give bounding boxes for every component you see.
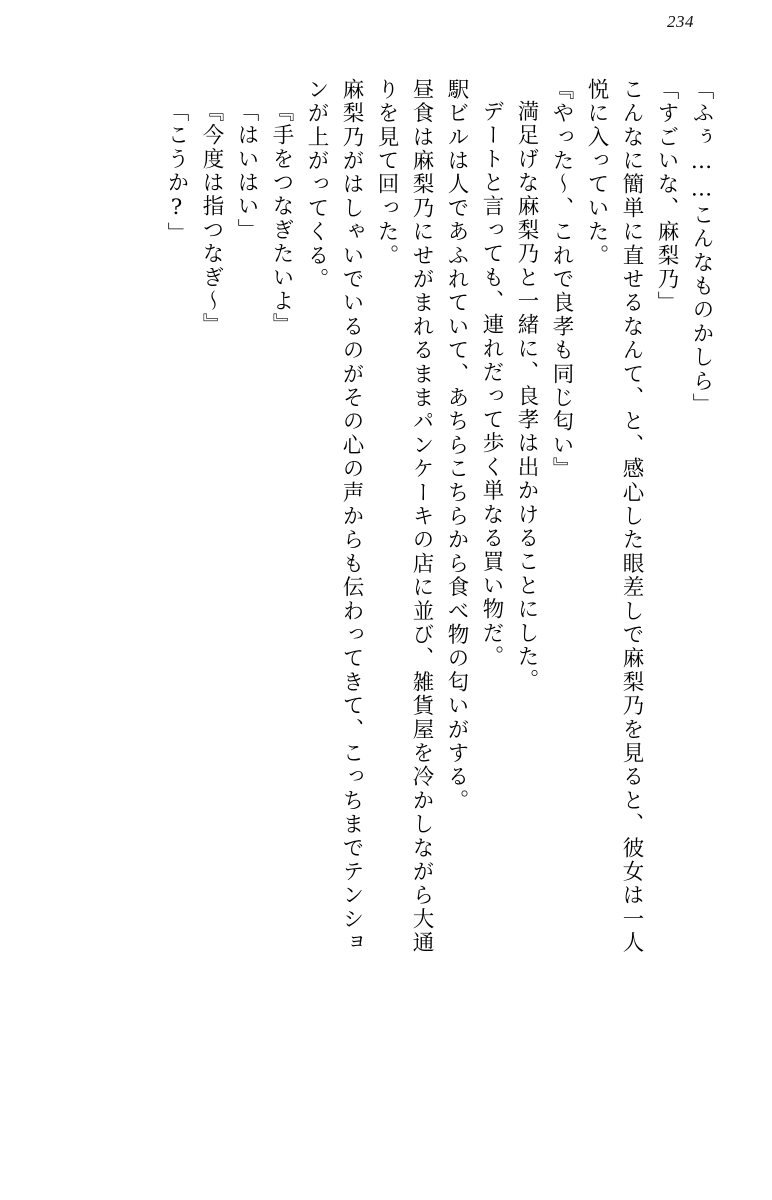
text-column: ンが上がってくる。: [304, 78, 329, 292]
page-number: 234: [667, 12, 694, 31]
text-column: デートと言っても、連れだって歩く単なる買い物だ。: [479, 100, 504, 669]
text-column: 「はいはい」: [234, 100, 259, 243]
text-column: りを見て回った。: [374, 78, 399, 268]
text-column: 『今度は指つなぎ～』: [199, 100, 224, 337]
text-column: 『やった～、これで良孝も同じ匂い』: [549, 78, 574, 481]
text-column: 麻梨乃がはしゃいでいるのがその心の声からも伝わってきて、こっちまでテンショ: [339, 78, 364, 955]
text-column: こんなに簡単に直せるなんて、と、感心した眼差しで麻梨乃を見ると、彼女は一人: [619, 78, 644, 955]
text-column: 「こうか?」: [164, 100, 189, 246]
text-column: 「ふぅ……こんなものかしら」: [689, 78, 714, 417]
text-column: 満足げな麻梨乃と一緒に、良孝は出かけることにした。: [514, 100, 539, 693]
text-column: 駅ビルは人であふれていて、あちらこちらから食べ物の匂いがする。: [444, 78, 469, 813]
vertical-text-body: [42, 78, 712, 1160]
text-column: 悦に入っていた。: [584, 78, 609, 268]
text-column: 昼食は麻梨乃にせがまれるままパンケーキの店に並び、雑貨屋を冷かしながら大通: [409, 78, 434, 955]
text-column: 『手をつなぎたいよ』: [269, 100, 294, 337]
text-column: 「すごいな、麻梨乃」: [654, 78, 679, 315]
